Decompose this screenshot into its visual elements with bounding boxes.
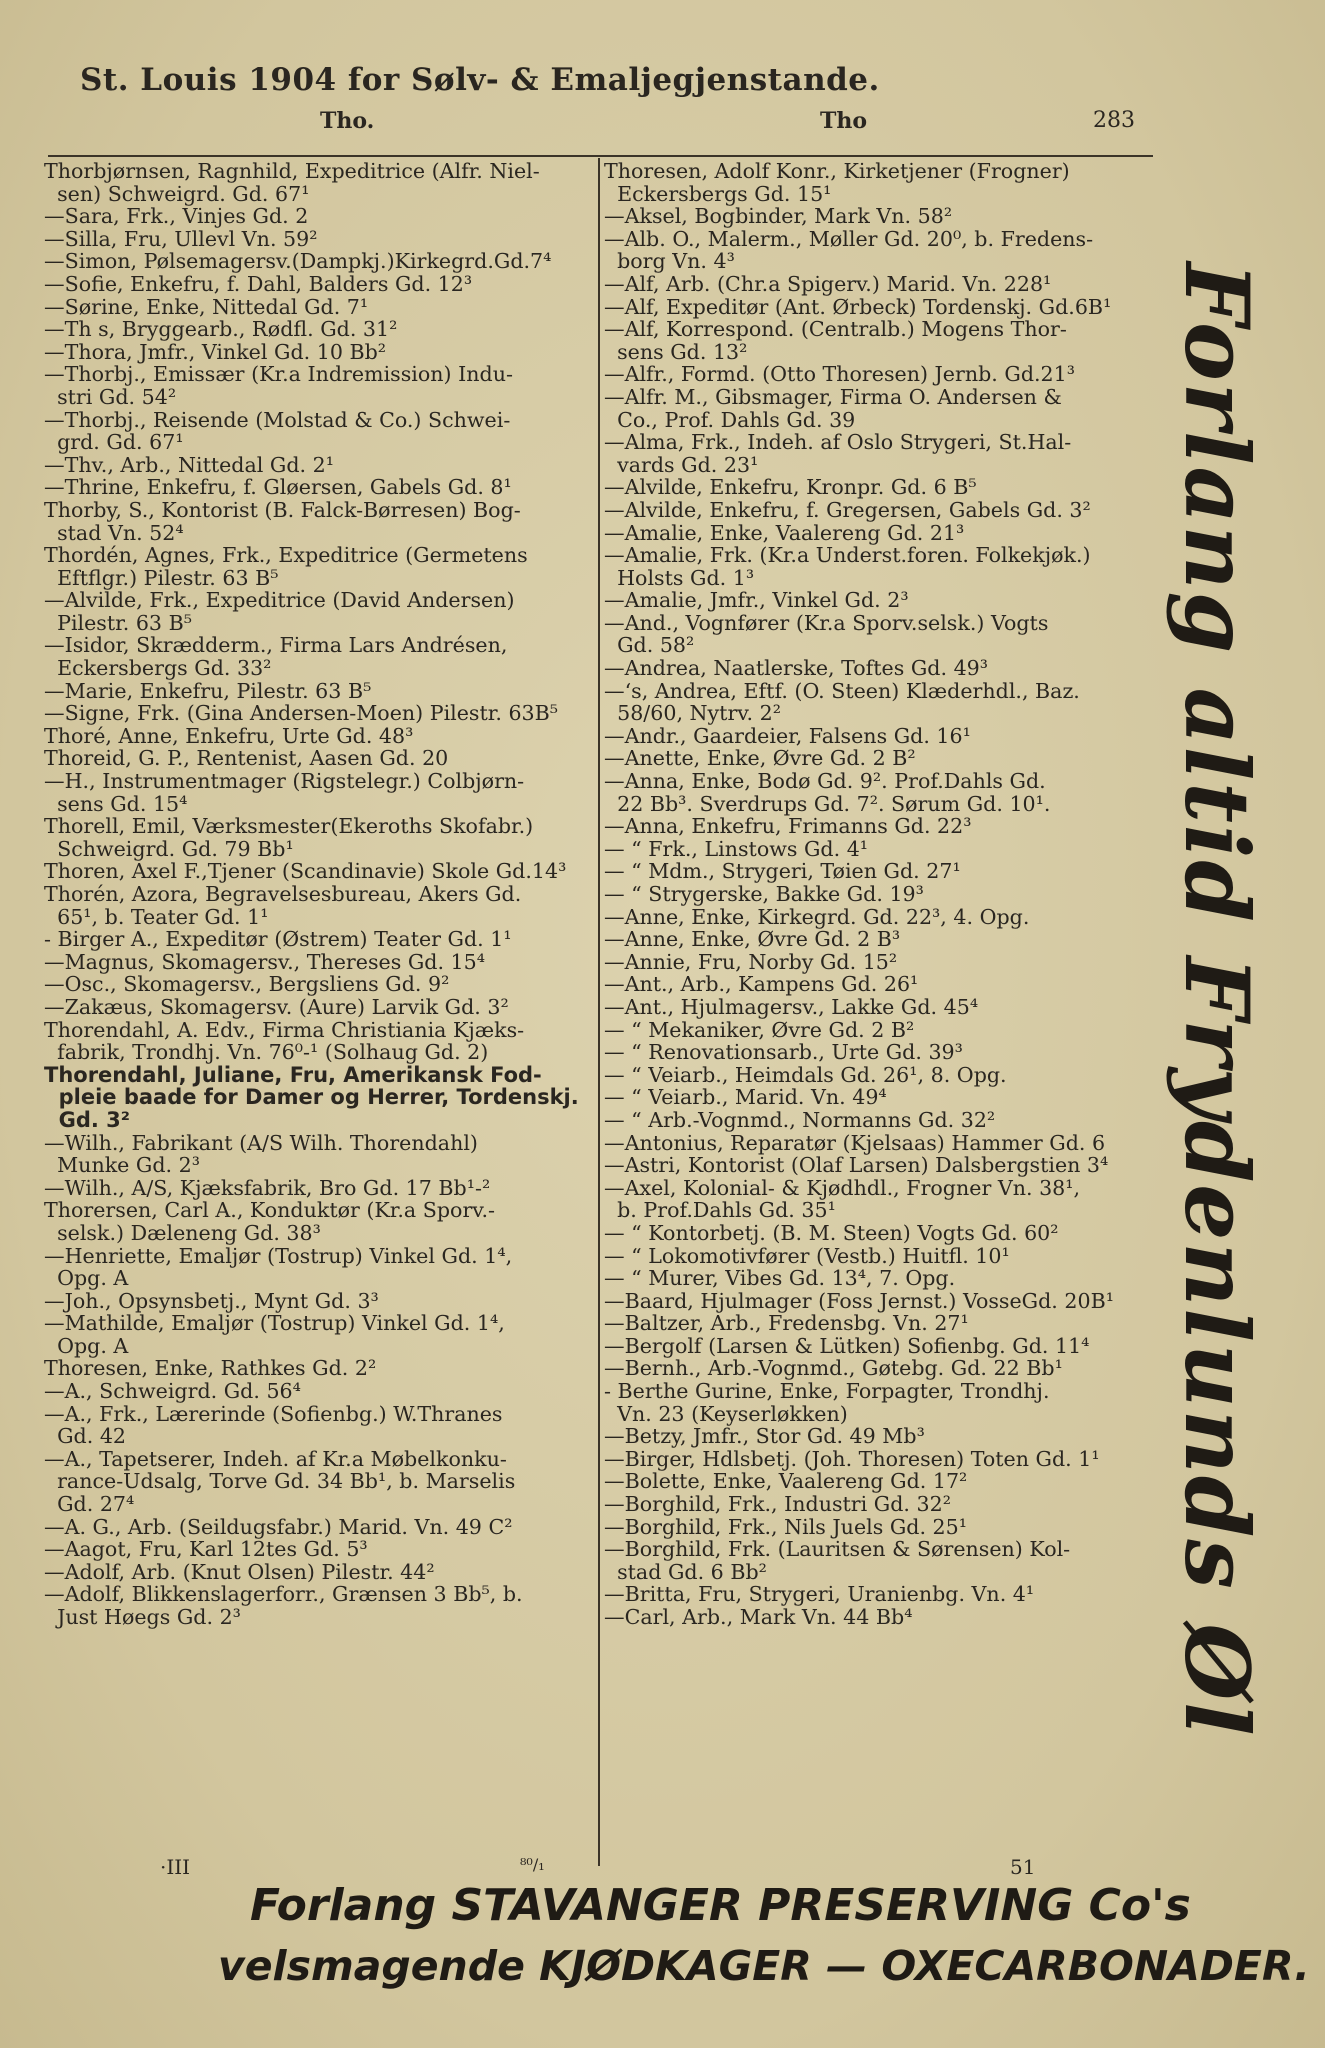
directory-entry-line: —A. G., Arb. (Seildugsfabr.) Marid. Vn. 49 C² — [44, 1514, 513, 1539]
directory-entry-line: — “ Arb.-Vognmd., Normanns Gd. 32² — [604, 1107, 996, 1132]
directory-entry-line: —Bernh., Arb.-Vognmd., Gøtebg. Gd. 22 Bb¹ — [604, 1356, 1063, 1381]
directory-entry-line: pleie baade for Damer og Herrer, Tordenskj. — [44, 1085, 579, 1110]
directory-entry-line: — “ Kontorbetj. (B. M. Steen) Vogts Gd. 60² — [604, 1220, 1059, 1245]
directory-entry-line: Thordén, Agnes, Frk., Expeditrice (Germetens — [44, 543, 528, 568]
directory-entry-line: —Amalie, Frk. (Kr.a Underst.foren. Folkekjøk.) — [604, 543, 1091, 568]
footer-middle-mark: ⁸⁰/₁ — [520, 1855, 545, 1874]
directory-entry-line: —Sara, Frk., Vinjes Gd. 2 — [44, 204, 309, 229]
directory-entry-line: —Ant., Arb., Kampens Gd. 26¹ — [604, 972, 919, 997]
directory-entry-line: —Anette, Enke, Øvre Gd. 2 B² — [604, 746, 916, 771]
directory-entry-line: —Aksel, Bogbinder, Mark Vn. 58² — [604, 204, 953, 229]
directory-entry-line: —‘s, Andrea, Eftf. (O. Steen) Klæderhdl., Baz. — [604, 678, 1080, 703]
directory-entry-line: — “ Murer, Vibes Gd. 13⁴, 7. Opg. — [604, 1266, 956, 1291]
directory-entry-line: — “ Mdm., Strygeri, Tøien Gd. 27¹ — [604, 859, 961, 884]
vertical-advertisement: Forlang altid Frydenlunds Øl — [1165, 262, 1269, 1738]
directory-entry-line: —Wilh., A/S, Kjæksfabrik, Bro Gd. 17 Bb¹-² — [44, 1175, 491, 1200]
directory-entry-line: —Wilh., Fabrikant (A/S Wilh. Thorendahl) — [44, 1130, 478, 1155]
directory-entry-line: selsk.) Dæleneng Gd. 38³ — [44, 1220, 321, 1245]
directory-entry-line: —Borghild, Frk., Industri Gd. 32² — [604, 1492, 951, 1517]
directory-entry-line: —Thorbj., Emissær (Kr.a Indremission) Indu- — [44, 362, 513, 387]
directory-entry-line: —Alfr., Formd. (Otto Thoresen) Jernb. Gd.21³ — [604, 362, 1076, 387]
directory-entry-line: —A., Tapetserer, Indeh. af Kr.a Møbelkonku- — [44, 1446, 507, 1471]
directory-entry-line: —Andrea, Naatlerske, Toftes Gd. 49³ — [604, 656, 989, 681]
directory-entry-line: —Thorbj., Reisende (Molstad & Co.) Schwei- — [44, 407, 511, 432]
directory-entry-line: —Ant., Hjulmagersv., Lakke Gd. 45⁴ — [604, 994, 979, 1019]
directory-entry-line: Thorendahl, A. Edv., Firma Christiania Kjæks- — [44, 1017, 525, 1042]
directory-entry-line: Gd. 42 — [44, 1424, 127, 1449]
directory-entry-line: Eckersbergs Gd. 33² — [44, 656, 272, 681]
directory-entry-line: —Sofie, Enkefru, f. Dahl, Balders Gd. 12³ — [44, 271, 473, 296]
directory-entry-line: —Britta, Fru, Strygeri, Uranienbg. Vn. 4¹ — [604, 1582, 1035, 1607]
directory-entry-line: —Aagot, Fru, Karl 12tes Gd. 5³ — [44, 1537, 368, 1562]
directory-entry-line: Just Høegs Gd. 2³ — [44, 1605, 241, 1629]
directory-entry-line: 65¹, b. Teater Gd. 1¹ — [44, 904, 269, 929]
directory-entry-line: —Alvilde, Enkefru, f. Gregersen, Gabels Gd. 3² — [604, 497, 1091, 522]
directory-entry-line: Thoreid, G. P., Rentenist, Aasen Gd. 20 — [44, 746, 449, 771]
directory-entry-line: —And., Vognfører (Kr.a Sporv.selsk.) Vogts — [604, 610, 1049, 635]
directory-entry-line: —Sørine, Enke, Nittedal Gd. 7¹ — [44, 294, 369, 319]
directory-entry-line: —A., Schweigrd. Gd. 56⁴ — [44, 1379, 301, 1404]
directory-entry-line: — “ Renovationsarb., Urte Gd. 39³ — [604, 1040, 963, 1065]
directory-entry-line: vards Gd. 23¹ — [604, 452, 759, 477]
directory-entry-line: Gd. 3² — [44, 1107, 130, 1132]
directory-entry-line: —Axel, Kolonial- & Kjødhdl., Frogner Vn. 38¹, — [604, 1175, 1081, 1200]
directory-entry-line: —Bergolf (Larsen & Lütken) Sofienbg. Gd. 11⁴ — [604, 1333, 1090, 1358]
footer-ad-line-1: Forlang STAVANGER PRESERVING Co's — [250, 1880, 1191, 1931]
directory-entry-line: —Zakæus, Skomagersv. (Aure) Larvik Gd. 3² — [44, 994, 509, 1019]
directory-entry-line: Schweigrd. Gd. 79 Bb¹ — [44, 836, 294, 861]
left-column — [44, 160, 598, 1629]
directory-entry-line: Co., Prof. Dahls Gd. 39 — [604, 407, 856, 432]
directory-entry-line: —Alvilde, Enkefru, Kronpr. Gd. 6 B⁵ — [604, 475, 977, 500]
directory-entry-line: —Adolf, Blikkenslagerforr., Grænsen 3 Bb⁵, b. — [44, 1582, 523, 1607]
directory-entry-line: —Alf, Korrespond. (Centralb.) Mogens Thor- — [604, 317, 1067, 342]
directory-entry-line: - Birger A., Expeditør (Østrem) Teater Gd. 1¹ — [44, 927, 512, 952]
directory-entry-line: stad Vn. 52⁴ — [44, 520, 184, 545]
directory-entry-line: —Amalie, Enke, Vaalereng Gd. 21³ — [604, 520, 965, 545]
directory-entry-line: Thorersen, Carl A., Konduktør (Kr.a Sporv.- — [44, 1198, 495, 1223]
directory-entry-line: —A., Frk., Lærerinde (Sofienbg.) W.Thranes — [44, 1401, 503, 1426]
directory-entry-line: Thorby, S., Kontorist (B. Falck-Børresen) Bog- — [44, 497, 521, 522]
directory-entry-line: Thoré, Anne, Enkefru, Urte Gd. 48³ — [44, 723, 414, 748]
directory-entry-line: —Antonius, Reparatør (Kjelsaas) Hammer Gd. 6 — [604, 1130, 1106, 1155]
directory-entry-line: stri Gd. 54² — [44, 384, 177, 409]
directory-entry-line: 22 Bb³. Sverdrups Gd. 7². Sørum Gd. 10¹. — [604, 791, 1051, 816]
directory-entry-line: —Anna, Enke, Bodø Gd. 9². Prof.Dahls Gd. — [604, 769, 1046, 794]
directory-entry-line: —Alf, Arb. (Chr.a Spigerv.) Marid. Vn. 228¹ — [604, 271, 1052, 296]
directory-entry-line: Holsts Gd. 1³ — [604, 565, 755, 590]
directory-entry-line: Thoresen, Enke, Rathkes Gd. 2² — [44, 1356, 377, 1381]
directory-entry-line: —Baltzer, Arb., Fredensbg. Vn. 27¹ — [604, 1311, 969, 1336]
directory-entry-line: —Annie, Fru, Norby Gd. 15² — [604, 949, 898, 974]
footer-left-mark: ·III — [160, 1855, 191, 1879]
directory-entry-line: —Thrine, Enkefru, f. Gløersen, Gabels Gd. 8¹ — [44, 475, 512, 500]
directory-entry-line: Vn. 23 (Keyserløkken) — [604, 1401, 848, 1426]
directory-entry-line: —Thv., Arb., Nittedal Gd. 2¹ — [44, 452, 334, 477]
directory-entry-line: stad Gd. 6 Bb² — [604, 1559, 767, 1584]
directory-entry-line: —Alvilde, Frk., Expeditrice (David Andersen) — [44, 588, 515, 613]
directory-entry-line: Thoresen, Adolf Konr., Kirketjener (Frogner) — [604, 159, 1070, 183]
directory-entry-line: —Simon, Pølsemagersv.(Dampkj.)Kirkegrd.Gd.7⁴ — [44, 249, 552, 274]
directory-entry-line: Opg. A — [44, 1266, 129, 1291]
directory-entry-line: —Magnus, Skomagersv., Thereses Gd. 15⁴ — [44, 949, 486, 974]
directory-entry-line: —Anne, Enke, Øvre Gd. 2 B³ — [604, 927, 901, 952]
directory-entry-line: —Anna, Enkefru, Frimanns Gd. 22³ — [604, 814, 972, 839]
directory-entry-line: fabrik, Trondhj. Vn. 76⁰-¹ (Solhaug Gd. 2) — [44, 1040, 489, 1065]
directory-entry-line: —Alfr. M., Gibsmager, Firma O. Andersen & — [604, 384, 1062, 409]
directory-entry-line: —Alb. O., Malerm., Møller Gd. 20⁰, b. Fredens- — [604, 226, 1094, 251]
directory-entry-line: b. Prof.Dahls Gd. 35¹ — [604, 1198, 836, 1223]
directory-entry-line: —H., Instrumentmager (Rigstelegr.) Colbjørn- — [44, 769, 525, 794]
directory-entry-line: Thoren, Axel F.,Tjener (Scandinavie) Skole Gd.14³ — [44, 859, 567, 884]
directory-entry-line: sens Gd. 15⁴ — [44, 791, 188, 816]
directory-entry-line: —Marie, Enkefru, Pilestr. 63 B⁵ — [44, 678, 372, 703]
directory-entry-line: —Alma, Frk., Indeh. af Oslo Strygeri, St.Hal- — [604, 430, 1072, 455]
directory-entry-line: —Joh., Opsynsbetj., Mynt Gd. 3³ — [44, 1288, 379, 1313]
directory-entry-line: —Isidor, Skrædderm., Firma Lars Andrésen, — [44, 633, 508, 658]
directory-entry-line: —Baard, Hjulmager (Foss Jernst.) VosseGd. 20B¹ — [604, 1288, 1114, 1313]
directory-entry-line: —Silla, Fru, Ullevl Vn. 59² — [44, 226, 318, 251]
directory-entry-line: — “ Mekaniker, Øvre Gd. 2 B² — [604, 1017, 915, 1042]
directory-entry-line: —Alf, Expeditør (Ant. Ørbeck) Tordenskj. Gd.6B¹ — [604, 294, 1112, 319]
directory-entry-line: sen) Schweigrd. Gd. 67¹ — [44, 181, 310, 206]
footer-ad-line-2: velsmagende KJØDKAGER — OXECARBONADER. — [218, 1942, 1310, 1990]
directory-entry-line: Gd. 27⁴ — [44, 1492, 135, 1517]
left-column-label: Tho. — [320, 108, 375, 134]
directory-entry-line: —Bolette, Enke, Vaalereng Gd. 17² — [604, 1469, 968, 1494]
directory-entry-line: — “ Veiarb., Heimdals Gd. 26¹, 8. Opg. — [604, 1062, 1007, 1087]
directory-entry-line: Thorell, Emil, Værksmester(Ekeroths Skofabr.) — [44, 814, 534, 839]
directory-entry-line: —Astri, Kontorist (Olaf Larsen) Dalsbergstien 3⁴ — [604, 1153, 1109, 1178]
directory-entry-line: Thorbjørnsen, Ragnhild, Expeditrice (Alfr. Niel- — [44, 159, 540, 183]
directory-entry-line: Opg. A — [44, 1333, 129, 1358]
directory-entry-line: Eckersbergs Gd. 15¹ — [604, 181, 832, 206]
directory-entry-line: Pilestr. 63 B⁵ — [44, 610, 192, 635]
directory-entry-line: Eftflgr.) Pilestr. 63 B⁵ — [44, 565, 279, 590]
directory-entry-line: —Henriette, Emaljør (Tostrup) Vinkel Gd. 1⁴, — [44, 1243, 513, 1268]
directory-entry-line: —Signe, Frk. (Gina Andersen-Moen) Pilestr. 63B⁵ — [44, 701, 559, 726]
directory-entry-line: —Adolf, Arb. (Knut Olsen) Pilestr. 44² — [44, 1559, 435, 1584]
page-number: 283 — [1093, 108, 1135, 133]
directory-entry-line: 58/60, Nytrv. 2² — [604, 701, 781, 726]
directory-entry-line: — “ Strygerske, Bakke Gd. 19³ — [604, 882, 924, 906]
directory-entry-line: —Amalie, Jmfr., Vinkel Gd. 2³ — [604, 588, 909, 613]
header-rule — [48, 155, 1153, 157]
directory-entry-line: —Th s, Bryggearb., Rødfl. Gd. 31² — [44, 317, 398, 342]
directory-entry-line: borg Vn. 4³ — [604, 249, 735, 274]
right-column — [604, 160, 1152, 1629]
directory-entry-line: — “ Lokomotivfører (Vestb.) Huitfl. 10¹ — [604, 1243, 1010, 1268]
directory-entry-line: —Carl, Arb., Mark Vn. 44 Bb⁴ — [604, 1605, 913, 1629]
right-column-label: Tho — [820, 108, 868, 134]
directory-entry-line: grd. Gd. 67¹ — [44, 430, 184, 455]
directory-entry-line: - Berthe Gurine, Enke, Forpagter, Trondhj. — [604, 1379, 1050, 1404]
page-header-title: St. Louis 1904 for Sølv- & Emaljegjenstande. — [80, 62, 880, 98]
directory-entry-line: —Betzy, Jmfr., Stor Gd. 49 Mb³ — [604, 1424, 925, 1449]
directory-entry-line: —Borghild, Frk., Nils Juels Gd. 25¹ — [604, 1514, 968, 1539]
directory-entry-line: — “ Frk., Linstows Gd. 4¹ — [604, 836, 869, 861]
directory-entry-line: —Anne, Enke, Kirkegrd. Gd. 22³, 4. Opg. — [604, 904, 1030, 929]
directory-entry-line: —Thora, Jmfr., Vinkel Gd. 10 Bb² — [44, 339, 387, 364]
directory-entry-line: —Mathilde, Emaljør (Tostrup) Vinkel Gd. 1⁴, — [44, 1311, 505, 1336]
column-divider — [598, 158, 600, 1866]
directory-entry-line: Thorén, Azora, Begravelsesbureau, Akers Gd. — [44, 882, 522, 906]
directory-entry-line: — “ Veiarb., Marid. Vn. 49⁴ — [604, 1085, 887, 1110]
directory-entry-line: —Borghild, Frk. (Lauritsen & Sørensen) Kol- — [604, 1537, 1071, 1562]
directory-entry-line: Gd. 58² — [604, 633, 695, 658]
directory-entry-line: —Birger, Hdlsbetj. (Joh. Thoresen) Toten Gd. 1¹ — [604, 1446, 1100, 1471]
directory-entry-line: Munke Gd. 2³ — [44, 1153, 201, 1178]
footer-right-mark: 51 — [1010, 1855, 1036, 1879]
directory-entry-line: rance-Udsalg, Torve Gd. 34 Bb¹, b. Marselis — [44, 1469, 516, 1494]
directory-entry-line: —Osc., Skomagersv., Bergsliens Gd. 9² — [44, 972, 450, 997]
directory-entry-line: —Andr., Gaardeier, Falsens Gd. 16¹ — [604, 723, 971, 748]
directory-entry-line: Thorendahl, Juliane, Fru, Amerikansk Fod- — [44, 1062, 542, 1087]
directory-entry-line: sens Gd. 13² — [604, 339, 748, 364]
